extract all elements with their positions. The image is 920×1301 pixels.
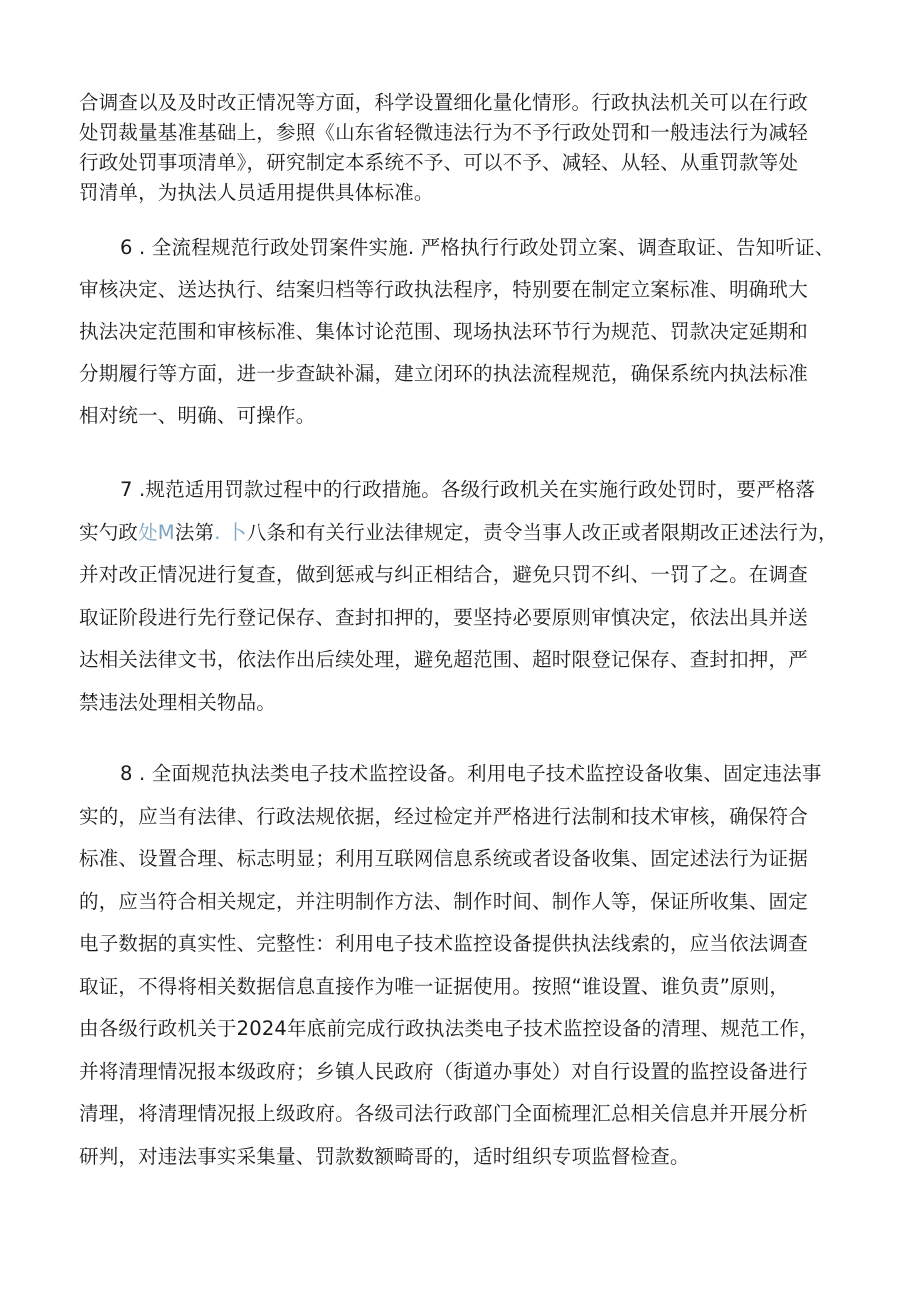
text-line: 相对统一、明确、可操作。 bbox=[79, 404, 316, 427]
text-line: 禁违法处理相关物品。 bbox=[79, 690, 277, 714]
text-line: 达相关法律文书，依法作出后续处理，避免超范围、超时限登记保存、查封扣押，严 bbox=[79, 648, 808, 671]
text-line: 执法决定范围和审核标准、集体讨论范围、现场执法环节行为规范、罚款决定延期和 bbox=[79, 320, 808, 343]
text-line: 取证阶段进行先行登记保存、查封扣押的，要坚持必要原则审慎决定，依法出具并送 bbox=[79, 605, 808, 629]
text-line: 的，应当符合相关规定，并注明制作方法、制作时间、制作人等，保证所收集、固定 bbox=[79, 889, 808, 913]
text-segment: 八条和有关行业法律规定，责令当事人改正或者限期改正述法行为， bbox=[246, 520, 838, 544]
text-line: 并将清理情况报本级政府；乡镇人民政府（街道办事处）对自行设置的监控设备进行 bbox=[79, 1059, 808, 1083]
text-line: 清理，将清理情况报上级政府。各级司法行政部门全面梳理汇总相关信息并开展分析 bbox=[79, 1102, 808, 1125]
paragraph-item-7 bbox=[79, 469, 839, 724]
scan-artifact-text: 处M bbox=[138, 520, 175, 544]
text-line: 6 . 全流程规范行政处罚案件实施. 严格执行行政处罚立案、调查取证、告知听证、 bbox=[120, 236, 835, 259]
text-line: 并对改正情况进行复查，做到惩戒与纠正相结合，避免只罚不纠、一罚了之。在调查 bbox=[79, 563, 808, 586]
text-segment: 法第 bbox=[174, 520, 215, 544]
paragraph-item-8 bbox=[79, 753, 839, 1178]
text-line: 标准、设置合理、标志明显；利用互联网信息系统或者设备收集、固定述法行为证据 bbox=[79, 847, 808, 870]
paragraph-item-6 bbox=[79, 227, 839, 437]
text-line: 8 . 全面规范执法类电子技术监控设备。利用电子技术监控设备收集、固定违法事 bbox=[120, 762, 822, 785]
text-line: 由各级行政机关于2024年底前完成行政执法类电子技术监控设备的清理、规范工作， bbox=[79, 1017, 819, 1040]
text-line: 合调查以及及时改正情况等方面，科学设置细化量化情形。行政执法机关可以在行政 bbox=[79, 91, 808, 114]
text-line: 实的，应当有法律、行政法规依据，经过检定并严格进行法制和技术审核，确保符合 bbox=[79, 804, 808, 828]
text-line: 处罚裁量基准基础上，参照《山东省轻微违法行为不予行政处罚和一般违法行为减轻 bbox=[79, 121, 808, 144]
text-line: 取证，不得将相关数据信息直接作为唯一证据使用。按照“谁设置、谁负责”原则， bbox=[79, 974, 790, 998]
text-line: 研判，对违法事实采集量、罚款数额畸哥的，适时组织专项监督检查。 bbox=[79, 1144, 690, 1168]
text-line bbox=[79, 512, 839, 555]
text-line: 7 .规范适用罚款过程中的行政措施。各级行政机关在实施行政处罚时，要严格落 bbox=[120, 478, 816, 501]
scan-artifact-text: . 卜 bbox=[214, 520, 247, 544]
text-line: 审核决定、送达执行、结案归档等行政执法程序，特别要在制定立案标准、明确玳大 bbox=[79, 278, 808, 301]
text-line: 电子数据的真实性、完整性：利用电子技术监控设备提供执法线索的，应当依法调查 bbox=[79, 932, 808, 955]
text-line: 罚清单，为执法人员适用提供具体标准。 bbox=[79, 181, 434, 204]
text-segment: 实勺政 bbox=[79, 520, 139, 544]
paragraph-continuation bbox=[79, 88, 839, 208]
text-line: 行政处罚事项清单》，研究制定本系统不予、可以不予、减轻、从轻、从重罚款等处 bbox=[79, 151, 799, 174]
text-line: 分期履行等方面，进一步查缺补漏，建立闭环的执法流程规范，确保系统内执法标准 bbox=[79, 362, 808, 385]
